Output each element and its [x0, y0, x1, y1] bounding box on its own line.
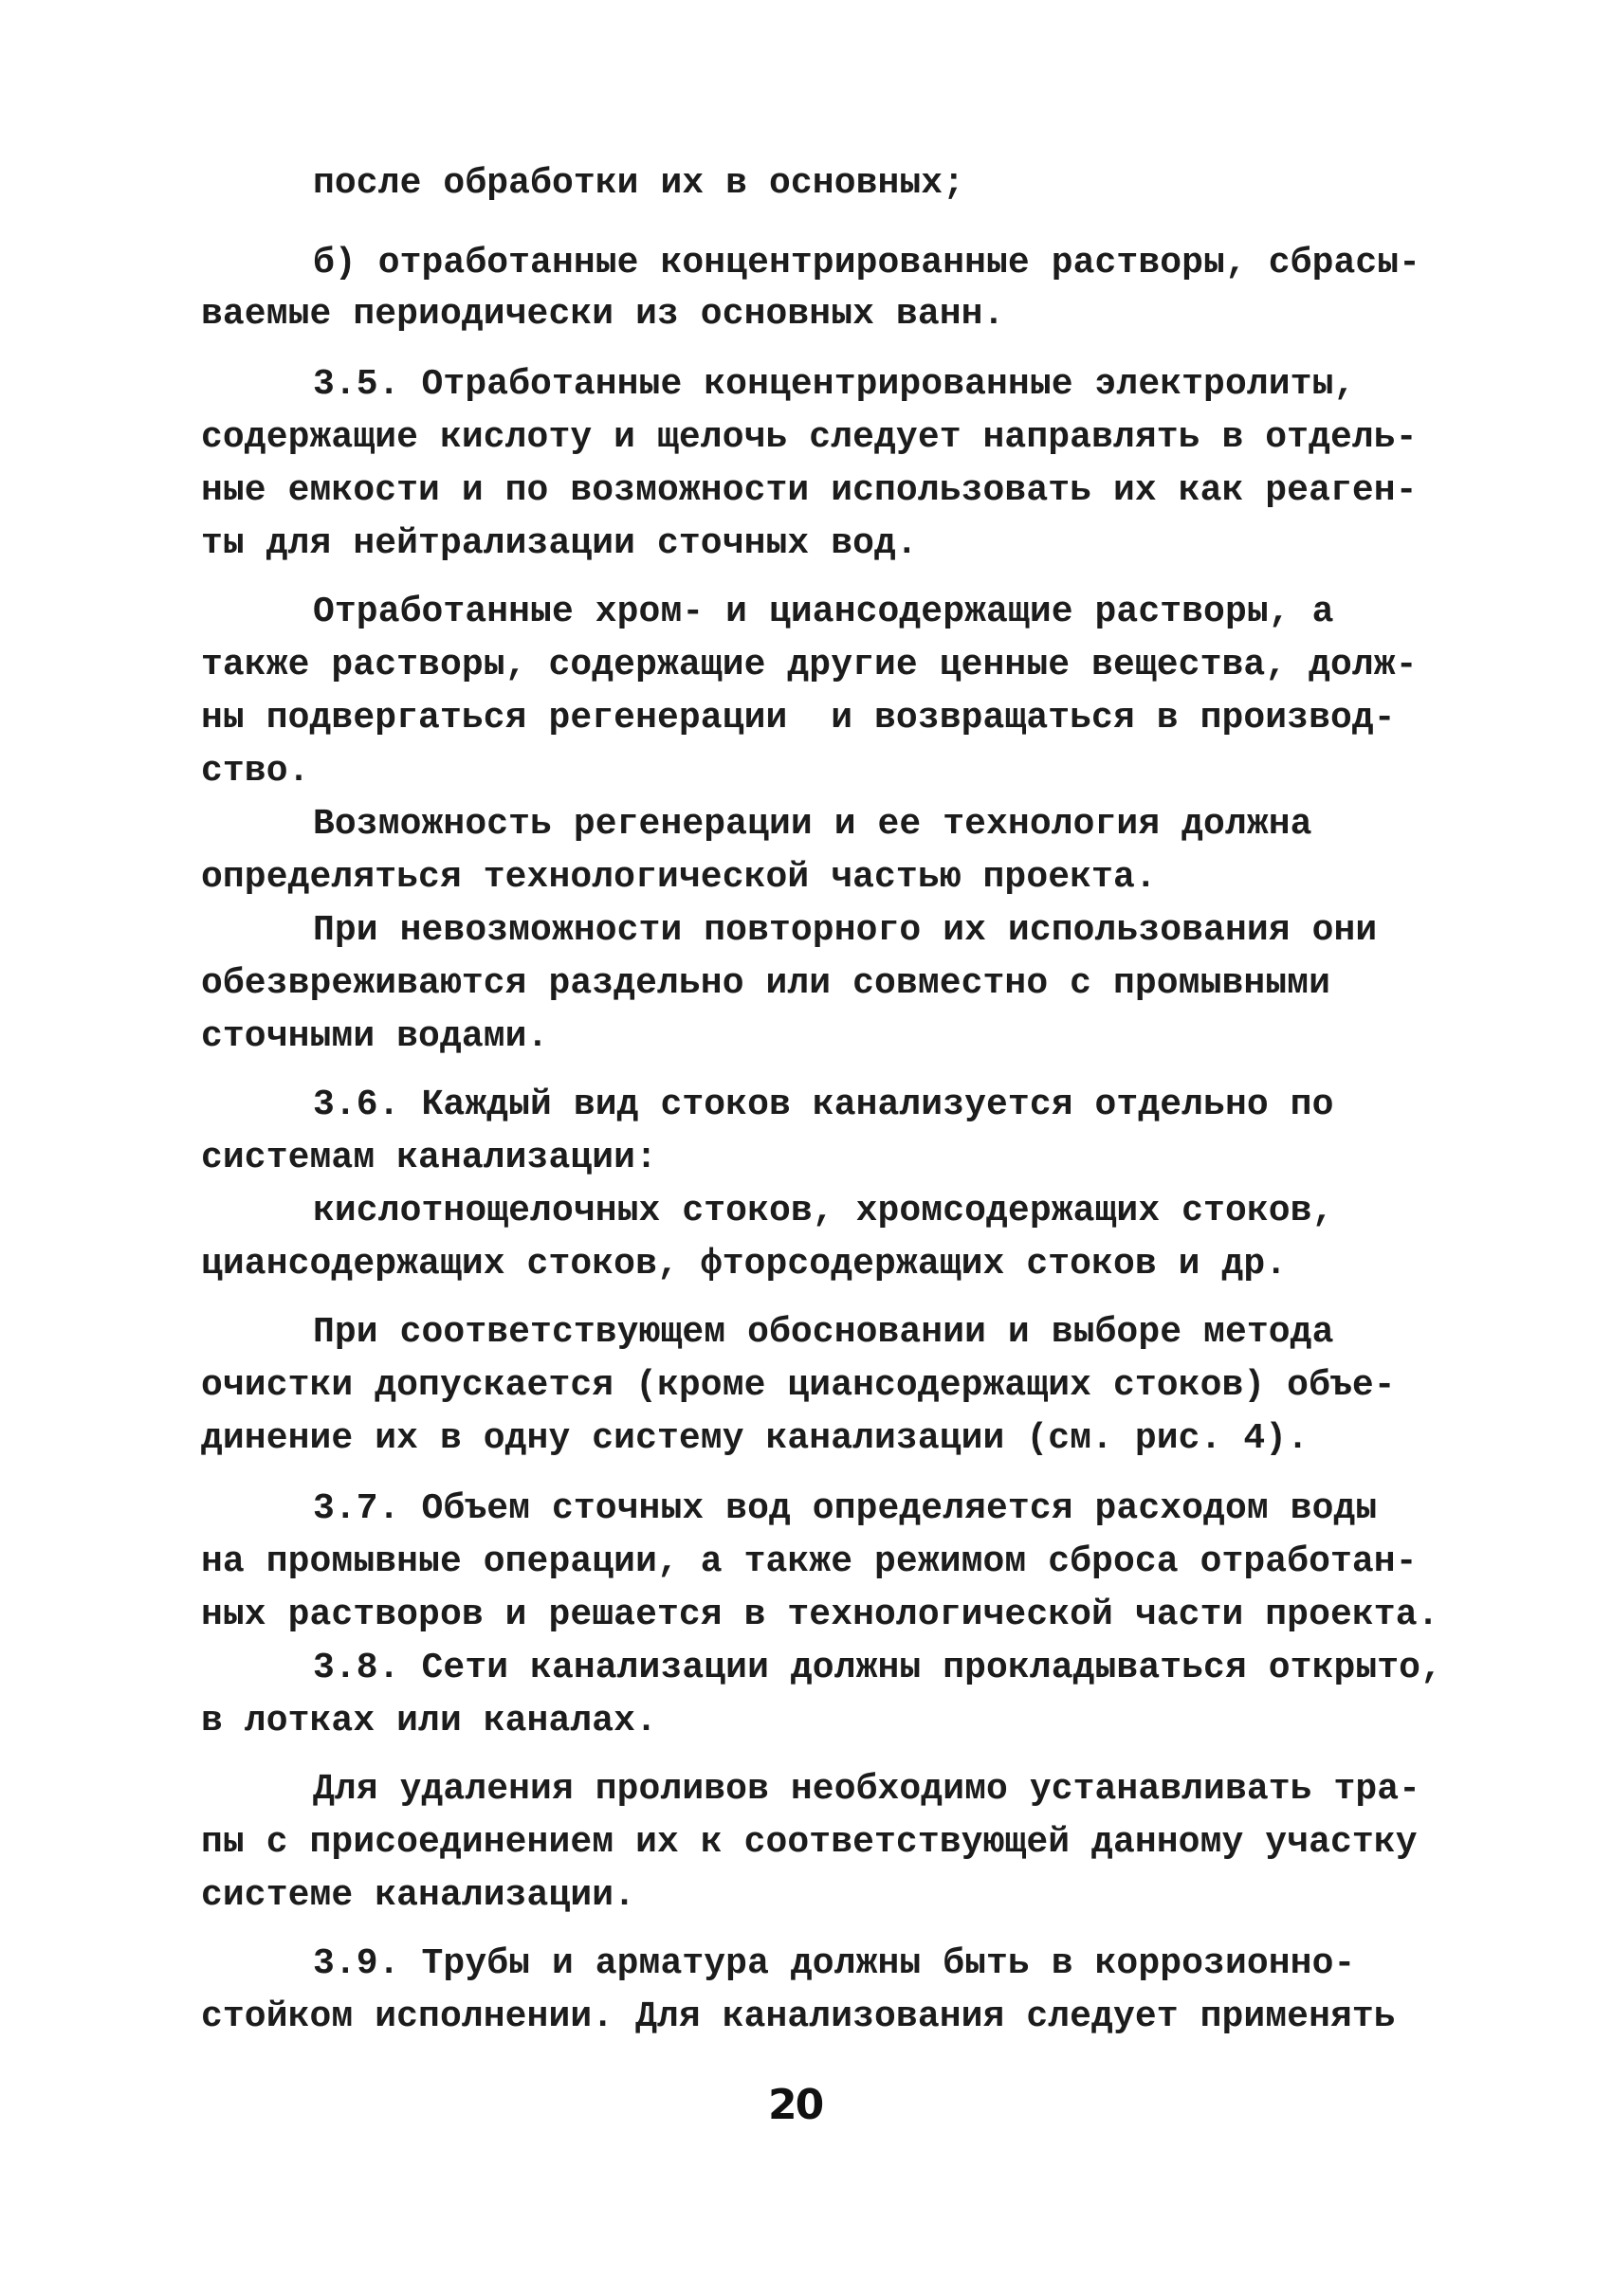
text-line: 3.5. Отработанные концентрированные электролиты, — [313, 364, 1356, 405]
text-line: циансодержащих стоков, фторсодержащих стоков и др. — [201, 1244, 1288, 1285]
text-line: после обработки их в основных; — [313, 163, 965, 204]
text-line: очистки допускается (кроме циансодержащих стоков) объе- — [201, 1365, 1396, 1406]
text-line: ваемые периодически из основных ванн. — [201, 294, 1005, 335]
text-line: системам канализации: — [201, 1138, 657, 1178]
text-line: сточными водами. — [201, 1016, 549, 1057]
text-line: ных растворов и решается в технологической части проекта. — [201, 1594, 1439, 1635]
page-number: 20 — [768, 2081, 823, 2129]
text-line: 3.7. Объем сточных вод определяется расходом воды — [313, 1488, 1378, 1529]
text-line: содержащие кислоту и щелочь следует направлять в отдель- — [201, 417, 1418, 458]
text-line: динение их в одну систему канализации (см. рис. 4). — [201, 1418, 1310, 1459]
text-line: Для удаления проливов необходимо устанавливать тра- — [313, 1769, 1421, 1810]
text-line: ные емкости и по возможности использовать их как реаген- — [201, 470, 1418, 511]
text-line: Отработанные хром- и циансодержащие растворы, а — [313, 592, 1334, 632]
text-line: определяться технологической частью проекта. — [201, 857, 1157, 898]
text-line: б) отработанные концентрированные растворы, сбрасы- — [313, 243, 1421, 283]
text-line: также растворы, содержащие другие ценные вещества, долж- — [201, 645, 1418, 685]
text-line: 3.8. Сети канализации должны прокладываться открыто, — [313, 1648, 1442, 1688]
text-line: Возможность регенерации и ее технология должна — [313, 804, 1312, 845]
text-line: 3.9. Трубы и арматура должны быть в коррозионно- — [313, 1943, 1356, 1984]
text-line: в лотках или каналах. — [201, 1701, 657, 1741]
text-line: ны подвергаться регенерации и возвращаться в производ- — [201, 698, 1396, 738]
text-line: ты для нейтрализации сточных вод. — [201, 523, 918, 564]
text-line: ство. — [201, 751, 310, 792]
text-line: стойком исполнении. Для канализования следует применять — [201, 1996, 1396, 2037]
text-line: системе канализации. — [201, 1875, 636, 1916]
text-line: кислотнощелочных стоков, хромсодержащих стоков, — [313, 1191, 1334, 1231]
text-line: обезвреживаются раздельно или совместно с промывными — [201, 963, 1330, 1004]
text-line: пы с присоединением их к соответствующей данному участку — [201, 1822, 1418, 1863]
text-line: 3.6. Каждый вид стоков канализуется отдельно по — [313, 1084, 1334, 1125]
text-line: При невозможности повторного их использования они — [313, 910, 1378, 951]
text-line: При соответствующем обосновании и выборе метода — [313, 1312, 1334, 1353]
text-line: на промывные операции, а также режимом сброса отработан- — [201, 1541, 1418, 1582]
